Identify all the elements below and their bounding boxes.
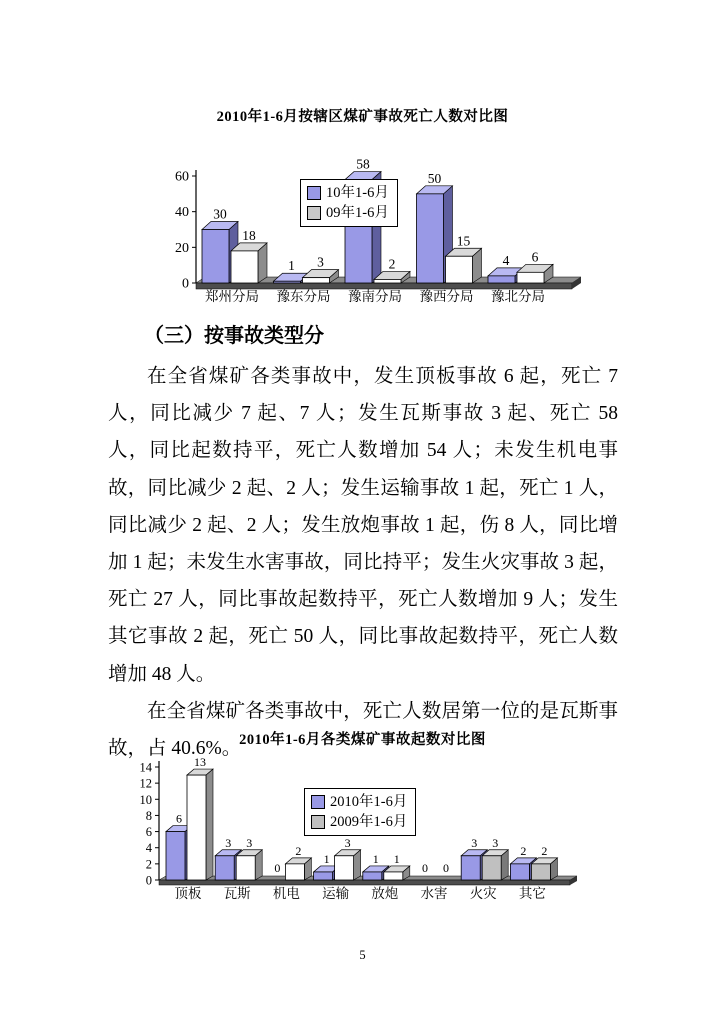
bar-value-label: 13 <box>194 755 206 770</box>
category-label: 其它 <box>518 886 546 901</box>
bar-value-label: 18 <box>242 227 256 243</box>
bar-value-label: 3 <box>225 835 232 850</box>
bar <box>517 272 544 283</box>
category-label: 火灾 <box>469 886 497 901</box>
y-tick-label: 0 <box>182 276 189 292</box>
bar <box>461 856 480 880</box>
y-tick-label: 14 <box>139 760 152 775</box>
bar-value-label: 1 <box>393 851 400 866</box>
chart2-legend <box>304 788 416 836</box>
y-tick-label: 2 <box>145 857 152 872</box>
series-2010-swatch-icon <box>311 795 325 809</box>
bar <box>446 256 473 283</box>
category-label: 机电 <box>272 886 300 901</box>
series-2010-swatch-icon <box>307 186 321 200</box>
legend-label: 09年1-6月 <box>326 205 389 221</box>
bar <box>510 864 529 880</box>
bar <box>335 856 354 880</box>
bar-value-label: 6 <box>176 811 182 826</box>
category-label: 放炮 <box>371 886 399 901</box>
bar-value-label: 2 <box>520 843 527 858</box>
bar <box>417 194 444 283</box>
bar <box>384 872 403 880</box>
legend-item <box>311 792 407 812</box>
bar <box>285 864 304 880</box>
y-tick-label: 40 <box>175 205 189 221</box>
paragraph-accident-types: 在全省煤矿各类事故中，发生顶板事故 6 起，死亡 7 人，同比减少 7 起、7 人；发生瓦斯事故 3 起、死亡 58 人，同比起数持平，死亡人数增加 54 人；未发生机电事故，同比减少 2 起、2 人；发生运输事故 1 起，死亡 1 人，同比减少 2 起、2 人；发生放炮事故 1 起，伤 8 人，同比增加 1 起；未发生水害事故，同比持平；发生火灾事故 3 起，死亡 27 人，同比事故起数持平，死亡人数增加 9 人；发生其它事故 2 起，死亡 50 人，同比事故起数持平，死亡人数增加 48 人。 <box>108 366 618 685</box>
category-label: 顶板 <box>174 886 202 901</box>
bar-value-label: 1 <box>288 258 295 274</box>
category-label: 豫北分局 <box>491 289 545 304</box>
category-label: 豫西分局 <box>419 289 474 304</box>
series-2009-swatch-icon <box>307 206 321 220</box>
bar-value-label: 2 <box>541 843 548 858</box>
legend-item <box>307 183 389 203</box>
bar <box>215 856 234 880</box>
legend-item <box>311 812 407 832</box>
category-label: 豫东分局 <box>276 289 331 304</box>
bar-value-label: 2 <box>388 256 396 272</box>
chart1-deaths-by-district <box>140 143 602 315</box>
chart1-canvas <box>140 143 602 315</box>
bar-value-label: 3 <box>471 835 478 850</box>
section-heading: （三）按事故类型分 <box>144 325 324 347</box>
bar-value-label: 3 <box>246 835 253 850</box>
y-tick-label: 8 <box>145 808 152 823</box>
category-label: 豫南分局 <box>348 289 402 304</box>
bar-value-label: 0 <box>422 861 428 875</box>
y-tick-label: 60 <box>175 169 189 185</box>
chart2-title: 2010年1-6月各类煤矿事故起数对比图 <box>239 732 486 748</box>
bar <box>202 230 229 284</box>
category-label: 郑州分局 <box>205 289 259 304</box>
bar-value-label: 1 <box>323 851 330 866</box>
bar <box>187 775 206 880</box>
bar <box>236 856 255 880</box>
bar-value-label: 1 <box>372 851 379 866</box>
paragraph-gas-share: 在全省煤矿各类事故中，死亡人数居第一位的是瓦斯事故，占 40.6%。 <box>108 700 618 760</box>
bar <box>374 279 401 283</box>
bar-value-label: 3 <box>492 835 499 850</box>
bar-value-label: 0 <box>274 861 281 875</box>
bar-value-label: 2 <box>295 843 302 858</box>
y-tick-label: 0 <box>145 873 152 888</box>
bar-value-label: 30 <box>213 206 227 222</box>
bar <box>231 251 258 283</box>
bar <box>314 872 333 880</box>
chart2-accidents-by-type <box>122 748 634 913</box>
bar <box>274 281 301 283</box>
y-tick-label: 12 <box>139 776 152 791</box>
floor-front <box>159 880 570 885</box>
bar-value-label: 4 <box>502 252 510 268</box>
y-tick-label: 10 <box>139 792 152 807</box>
bar-value-label: 3 <box>344 835 351 850</box>
bar-value-label: 0 <box>443 861 449 875</box>
y-tick-label: 6 <box>145 825 152 840</box>
category-label: 水害 <box>420 886 448 901</box>
bar <box>363 872 382 880</box>
legend-label: 2009年1-6月 <box>330 814 408 830</box>
page-number: 5 <box>359 948 366 962</box>
legend-label: 10年1-6月 <box>326 185 389 201</box>
category-label: 运输 <box>322 886 350 901</box>
bar <box>166 832 185 880</box>
category-label: 瓦斯 <box>223 886 251 901</box>
legend-item <box>307 203 389 223</box>
y-tick-label: 4 <box>145 841 152 856</box>
chart1-title: 2010年1-6月按辖区煤矿事故死亡人数对比图 <box>216 109 509 125</box>
bar <box>531 864 550 880</box>
bar-value-label: 3 <box>317 254 324 270</box>
bar <box>488 276 515 283</box>
bar-value-label: 6 <box>531 249 539 265</box>
y-tick-label: 20 <box>175 240 189 256</box>
bar <box>303 278 330 283</box>
bar-value-label: 15 <box>456 233 471 249</box>
bar-value-label: 58 <box>356 156 370 172</box>
bar <box>482 856 501 880</box>
bar-value-label: 50 <box>427 170 442 186</box>
legend-label: 2010年1-6月 <box>330 794 408 810</box>
series-2009-swatch-icon <box>311 815 325 829</box>
bar-side <box>206 769 213 880</box>
chart1-legend <box>300 179 398 227</box>
